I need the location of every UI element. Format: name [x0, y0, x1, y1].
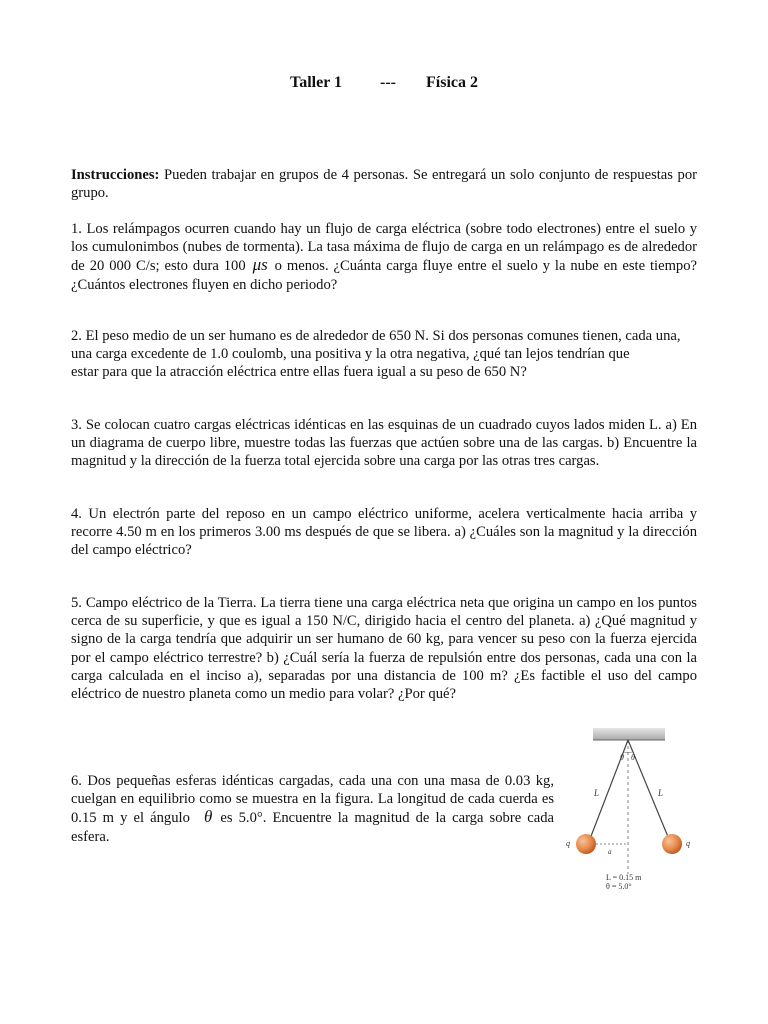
- label-L-left: L: [594, 788, 600, 798]
- label-theta-left: θ: [620, 753, 624, 762]
- right-sphere: [662, 834, 682, 854]
- question-6-text-b: es 5.0°. Encuentre la magnitud de la carga sobre cada esfera.: [71, 810, 555, 845]
- microsecond-unit: μs: [252, 255, 268, 275]
- caption-length: L = 0.15 m: [606, 873, 642, 882]
- title-separator: ---: [380, 74, 396, 91]
- question-6: [71, 772, 554, 846]
- instructions-label: Instrucciones:: [71, 167, 160, 183]
- theta-symbol: θ: [204, 807, 213, 827]
- question-2-line-2: una carga excedente de 1.0 coulomb, una positiva y la otra negativa, ¿qué tan lejos tendrían que: [71, 346, 630, 363]
- instructions-text: Pueden trabajar en grupos de 4 personas. Se entregará un solo conjunto de respuestas por grupo.: [71, 167, 697, 202]
- instructions-paragraph: [71, 166, 697, 202]
- pendulum-diagram: [560, 724, 700, 894]
- title-right: Física 2: [426, 74, 478, 91]
- question-2-line-3: estar para que la atracción eléctrica entre ellas fuera igual a su peso de 650 N?: [71, 364, 527, 381]
- question-4: 4. Un electrón parte del reposo en un campo eléctrico uniforme, acelera verticalmente hacia arriba y recorre 4.50 m en los primeros 3.00 ms después de que se libera. a) ¿Cuáles son la magnitud y la dirección del campo eléctrico?: [71, 506, 697, 559]
- caption-angle: θ = 5.0°: [606, 882, 632, 891]
- left-sphere: [576, 834, 596, 854]
- question-5: 5. Campo eléctrico de la Tierra. La tierra tiene una carga eléctrica neta que origina un campo en los puntos cerca de su superficie, y que es igual a 150 N/C, dirigido hacia el centro del planeta. a) ¿Qué magnitud y signo de la carga tendría que adquirir un ser humano de 60 kg, para vencer su peso con la fuerza ejercida por el campo eléctrico terrestre? b) ¿Cuál sería la fuerza de repulsión entre dos personas, cada una con la carga calculada en el inciso a), separadas por una distancia de 100 m? ¿Es factible el uso del campo eléctrico de nuestro planeta como un medio para volar? ¿Por qué?: [71, 595, 697, 703]
- question-3: 3. Se colocan cuatro cargas eléctricas idénticas en las esquinas de un cuadrado cuyos lados miden L. a) En un diagrama de cuerpo libre, muestre todas las fuerzas que actúen sobre una de las cargas. b) Encuentre la magnitud y la dirección de la fuerza total ejercida sobre una carga por las otras tres cargas.: [71, 417, 697, 470]
- pendulum-figure: [560, 724, 700, 894]
- question-2-line-1: 2. El peso medio de un ser humano es de alrededor de 650 N. Si dos personas comunes tienen, cada una,: [71, 328, 681, 344]
- question-2: [71, 327, 711, 382]
- question-1: [71, 220, 697, 294]
- question-1-text-b: o menos. ¿Cuánta carga fluye entre el suelo y la nube en este tiempo? ¿Cuántos electrones fluyen en dicho periodo?: [71, 258, 697, 293]
- ceiling-support: [593, 728, 665, 740]
- label-L-right: L: [658, 788, 664, 798]
- title-left: Taller 1: [290, 74, 343, 91]
- label-a: a: [608, 848, 612, 856]
- question-6-text-a: 6. Dos pequeñas esferas idénticas cargadas, cada una con una masa de 0.03 kg, cuelgan en equilibrio como se muestra en la figura. La longitud de cada cuerda es 0.15 m y el ángulo: [71, 773, 554, 827]
- label-q-right: q: [686, 839, 690, 848]
- label-theta-right: θ: [631, 753, 635, 762]
- label-q-left: q: [566, 839, 570, 848]
- question-1-text-a: 1. Los relámpagos ocurren cuando hay un flujo de carga eléctrica (sobre todo electrones) entre el suelo y los cumulonimbos (nubes de tormenta). La tasa máxima de flujo de carga en un relámpago es de alrededor de 20 000 C/s; esto dura 100: [71, 221, 697, 275]
- page-title: [0, 74, 768, 92]
